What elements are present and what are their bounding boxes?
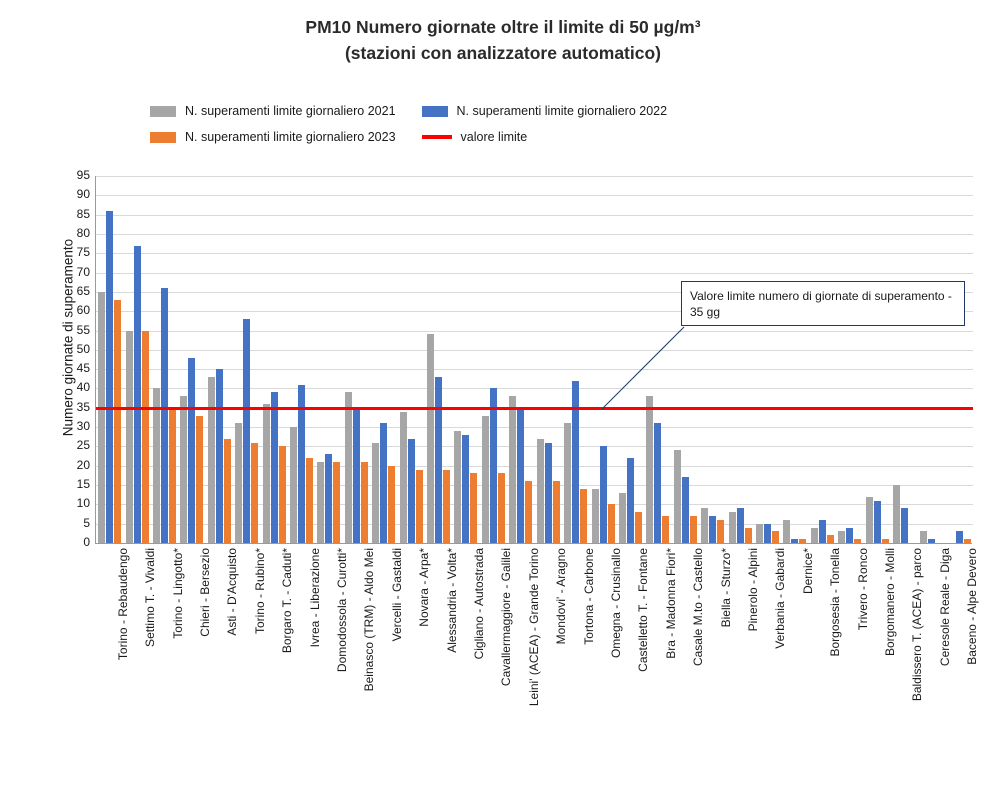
bar — [619, 493, 626, 543]
legend-row-1 — [150, 98, 910, 124]
y-tick-label: 15 — [76, 477, 90, 492]
bar — [345, 392, 352, 543]
bar — [408, 439, 415, 543]
bar-group — [507, 176, 534, 543]
chart-legend — [150, 98, 910, 160]
bar — [216, 369, 223, 543]
bar — [470, 473, 477, 543]
x-tick-label: Cavallermaggiore - Galilei — [499, 548, 514, 687]
x-axis-label-cell — [396, 548, 432, 778]
bar — [525, 481, 532, 543]
bar-group — [343, 176, 370, 543]
y-tick-label: 40 — [76, 380, 90, 395]
bar — [674, 450, 681, 543]
bar — [279, 446, 286, 543]
bar-group — [699, 176, 726, 543]
bar-group — [452, 176, 479, 543]
bar — [114, 300, 121, 543]
bar — [126, 331, 133, 543]
x-tick-label: Leini' (ACEA) - Grande Torino — [526, 548, 541, 707]
y-tick-label: 0 — [83, 535, 90, 549]
x-tick-label: Pinerolo - Alpini — [746, 548, 761, 632]
bar — [901, 508, 908, 543]
x-axis-label-cell — [205, 548, 240, 778]
bar — [701, 508, 708, 543]
bar — [251, 443, 258, 543]
bar — [290, 427, 297, 543]
x-axis-label-cell — [671, 548, 706, 778]
x-axis-label-cell — [698, 548, 733, 778]
bar — [161, 288, 168, 543]
legend-swatch-icon-2023 — [150, 132, 176, 143]
legend-row-2 — [150, 124, 910, 150]
x-axis-label-cell — [561, 548, 596, 778]
bar — [454, 431, 461, 543]
x-axis-label-cell — [232, 548, 267, 778]
x-tick-label: Settimo T. - Vivaldi — [143, 548, 158, 647]
bar — [592, 489, 599, 543]
x-axis-label-cell — [945, 548, 980, 778]
x-axis-labels — [95, 548, 980, 778]
bar — [435, 377, 442, 543]
bar — [627, 458, 634, 543]
x-tick-label: Domodossola - Curotti* — [334, 548, 349, 673]
bar — [490, 388, 497, 543]
bar — [893, 485, 900, 543]
x-axis-label-cell — [917, 548, 952, 778]
bar-group — [726, 176, 753, 543]
bar — [188, 358, 195, 543]
x-axis-label-cell — [314, 548, 349, 778]
bar — [169, 408, 176, 543]
y-tick-label: 10 — [76, 496, 90, 511]
y-axis-title: Numero giornate di superamento — [60, 238, 76, 437]
x-axis-label-cell — [506, 548, 541, 778]
bar — [462, 435, 469, 543]
x-axis-label-cell — [122, 548, 158, 778]
bar-group — [891, 176, 918, 543]
bar-groups — [96, 176, 973, 543]
bar — [646, 396, 653, 543]
bar — [690, 516, 697, 543]
y-axis-ticks — [48, 168, 90, 549]
bar — [827, 535, 834, 543]
bar — [224, 439, 231, 543]
bar-group — [315, 176, 342, 543]
bar-group — [123, 176, 150, 543]
y-tick-label: 5 — [83, 515, 90, 530]
x-axis-label-cell — [890, 548, 925, 778]
x-axis-label-cell — [479, 548, 514, 778]
x-axis-label-cell — [369, 548, 404, 778]
x-axis-label-cell — [95, 548, 130, 778]
bar — [799, 539, 806, 543]
x-tick-label: Chieri - Bersezio — [197, 548, 212, 637]
y-tick-label: 50 — [76, 341, 90, 356]
bar — [380, 423, 387, 543]
bar-group — [233, 176, 260, 543]
x-tick-label: Torino - Lingotto* — [170, 548, 185, 639]
y-tick-label: 60 — [76, 303, 90, 318]
legend-item-2022 — [422, 104, 668, 118]
y-tick-label: 25 — [76, 438, 90, 453]
x-axis-label-cell — [862, 548, 898, 778]
bar — [142, 331, 149, 543]
y-tick-label: 80 — [76, 225, 90, 240]
bar-group — [96, 176, 123, 543]
bar-group — [781, 176, 808, 543]
bar — [811, 528, 818, 543]
x-tick-label: Baceno - Alpe Devero — [965, 548, 980, 665]
x-tick-label: Novara - Arpa* — [417, 548, 432, 627]
bar — [846, 528, 853, 543]
limit-line — [96, 407, 973, 410]
legend-swatch-icon-2021 — [150, 106, 176, 117]
bar — [654, 423, 661, 543]
x-tick-label: Castelletto T. - Fontane — [636, 548, 651, 672]
callout-leader-icon — [600, 325, 685, 410]
bar — [235, 423, 242, 543]
bar — [153, 388, 160, 543]
bar — [353, 408, 360, 543]
bar-group — [535, 176, 562, 543]
bar — [443, 470, 450, 543]
x-tick-label: Borgaro T. - Caduti* — [280, 548, 295, 654]
bar — [243, 319, 250, 543]
x-tick-label: Dernice* — [800, 548, 815, 595]
callout-box: Valore limite numero di giornate di superamento - 35 gg — [681, 281, 965, 326]
bar — [920, 531, 927, 543]
x-tick-label: Biella - Sturzo* — [718, 548, 733, 628]
x-axis-label-cell — [753, 548, 788, 778]
x-tick-label: Ceresole Reale - Diga — [937, 548, 952, 667]
x-axis-label-cell — [588, 548, 624, 778]
y-tick-label: 95 — [76, 168, 90, 182]
bar-group — [397, 176, 424, 543]
bar — [709, 516, 716, 543]
bar — [882, 539, 889, 543]
y-tick-label: 45 — [76, 361, 90, 376]
bar-group — [260, 176, 287, 543]
y-tick-label: 55 — [76, 322, 90, 337]
y-tick-label: 30 — [76, 419, 90, 434]
bar — [545, 443, 552, 543]
chart-title-line1: PM10 Numero giornate oltre il limite di 50 µg/m³ — [305, 17, 701, 37]
bar — [517, 408, 524, 543]
bar — [498, 473, 505, 543]
x-axis-label-cell — [616, 548, 651, 778]
bar — [98, 292, 105, 543]
x-tick-label: Borgosesia - Tonella — [828, 548, 843, 657]
bar-group — [946, 176, 973, 543]
bar — [956, 531, 963, 543]
x-tick-label: Omegna - Crusinallo — [609, 548, 624, 659]
bar — [564, 423, 571, 543]
bar — [717, 520, 724, 543]
x-tick-label: Mondovi' - Aragno — [554, 548, 569, 645]
x-tick-label: Borgomanero - Molli — [883, 548, 898, 657]
x-axis-label-cell — [342, 548, 377, 778]
bar — [928, 539, 935, 543]
bar-group — [178, 176, 205, 543]
bar — [756, 524, 763, 543]
x-axis-label-cell — [150, 548, 185, 778]
x-tick-label: Torino - Rubino* — [252, 548, 267, 635]
x-axis-label-cell — [780, 548, 815, 778]
bar — [388, 466, 395, 543]
y-tick-label: 90 — [76, 187, 90, 202]
bar-group — [151, 176, 178, 543]
bar-group — [562, 176, 589, 543]
x-tick-label: Cigliano - Autostrada — [471, 548, 486, 660]
y-tick-label: 85 — [76, 206, 90, 221]
bar — [662, 516, 669, 543]
legend-label-2023: N. superamenti limite giornaliero 2023 — [185, 130, 396, 144]
bar — [682, 477, 689, 543]
bar — [600, 446, 607, 543]
y-tick-label: 70 — [76, 264, 90, 279]
x-axis-label-cell — [534, 548, 569, 778]
bar — [196, 416, 203, 543]
bar-group — [809, 176, 836, 543]
bar — [400, 412, 407, 543]
bar — [106, 211, 113, 543]
legend-label-2021: N. superamenti limite giornaliero 2021 — [185, 104, 396, 118]
bar-group — [754, 176, 781, 543]
bar-group — [206, 176, 233, 543]
bar — [134, 246, 141, 543]
x-axis-label-cell — [259, 548, 295, 778]
legend-label-limit: valore limite — [460, 130, 528, 144]
y-tick-label: 20 — [76, 457, 90, 472]
bar — [325, 454, 332, 543]
legend-item-2021 — [150, 104, 396, 118]
bar — [764, 524, 771, 543]
bar-group — [370, 176, 397, 543]
bar-group — [863, 176, 890, 543]
x-axis-label-cell — [808, 548, 843, 778]
bar — [482, 416, 489, 543]
bar — [427, 334, 434, 543]
x-axis-label-cell — [725, 548, 761, 778]
bar — [772, 531, 779, 543]
bar — [745, 528, 752, 543]
bar — [819, 520, 826, 543]
chart-title — [0, 14, 1006, 66]
legend-item-2023 — [150, 130, 396, 144]
bar — [333, 462, 340, 543]
bar — [208, 377, 215, 543]
y-tick-label: 75 — [76, 245, 90, 260]
legend-line-icon-limit — [422, 135, 452, 139]
x-tick-label: Alessandria - Volta* — [444, 548, 459, 653]
bar — [317, 462, 324, 543]
bar — [180, 396, 187, 543]
x-tick-label: Verbania - Gabardi — [773, 548, 788, 649]
bar — [580, 489, 587, 543]
bar-group — [836, 176, 863, 543]
x-tick-label: Trivero - Ronco — [855, 548, 870, 631]
bar — [866, 497, 873, 543]
bar — [263, 404, 270, 543]
x-tick-label: Baldissero T. (ACEA) - parco — [910, 548, 925, 702]
plot-area — [95, 176, 972, 544]
x-axis-label-cell — [451, 548, 486, 778]
legend-item-limit — [422, 130, 528, 144]
bar — [509, 396, 516, 543]
bar-group — [288, 176, 315, 543]
bar — [416, 470, 423, 543]
y-tick-label: 35 — [76, 399, 90, 414]
x-tick-label: Bra - Madonna Fiori* — [663, 548, 678, 659]
bar — [964, 539, 971, 543]
bar — [854, 539, 861, 543]
x-tick-label: Ivrea - Liberazione — [307, 548, 322, 648]
bar — [372, 443, 379, 543]
legend-swatch-icon-2022 — [422, 106, 448, 117]
bar — [572, 381, 579, 543]
bar — [783, 520, 790, 543]
legend-label-2022: N. superamenti limite giornaliero 2022 — [456, 104, 668, 118]
x-tick-label: Casale M.to - Castello — [691, 548, 706, 667]
x-axis-label-cell — [835, 548, 870, 778]
x-axis-label-cell — [177, 548, 212, 778]
bar — [553, 481, 560, 543]
y-tick-label: 65 — [76, 283, 90, 298]
bar — [874, 501, 881, 543]
bar — [791, 539, 798, 543]
x-tick-label: Beinasco (TRM) - Aldo Mei — [362, 548, 377, 692]
bar — [729, 512, 736, 543]
x-axis-label-cell — [287, 548, 322, 778]
chart-title-line2: (stazioni con analizzatore automatico) — [344, 43, 662, 63]
bar — [608, 504, 615, 543]
x-tick-label: Tortona - Carbone — [581, 548, 596, 645]
bar — [537, 439, 544, 543]
bar — [737, 508, 744, 543]
bar-group — [480, 176, 507, 543]
x-tick-label: Asti - D'Acquisto — [225, 548, 240, 636]
bar — [361, 462, 368, 543]
bar — [635, 512, 642, 543]
bar-group — [425, 176, 452, 543]
bar — [271, 392, 278, 543]
bar-group — [918, 176, 945, 543]
bar — [838, 531, 845, 543]
x-axis-label-cell — [424, 548, 459, 778]
bar — [306, 458, 313, 543]
x-tick-label: Vercelli - Gastaldi — [389, 548, 404, 642]
x-axis-label-cell — [643, 548, 678, 778]
x-tick-label: Torino - Rebaudengo — [115, 548, 130, 661]
